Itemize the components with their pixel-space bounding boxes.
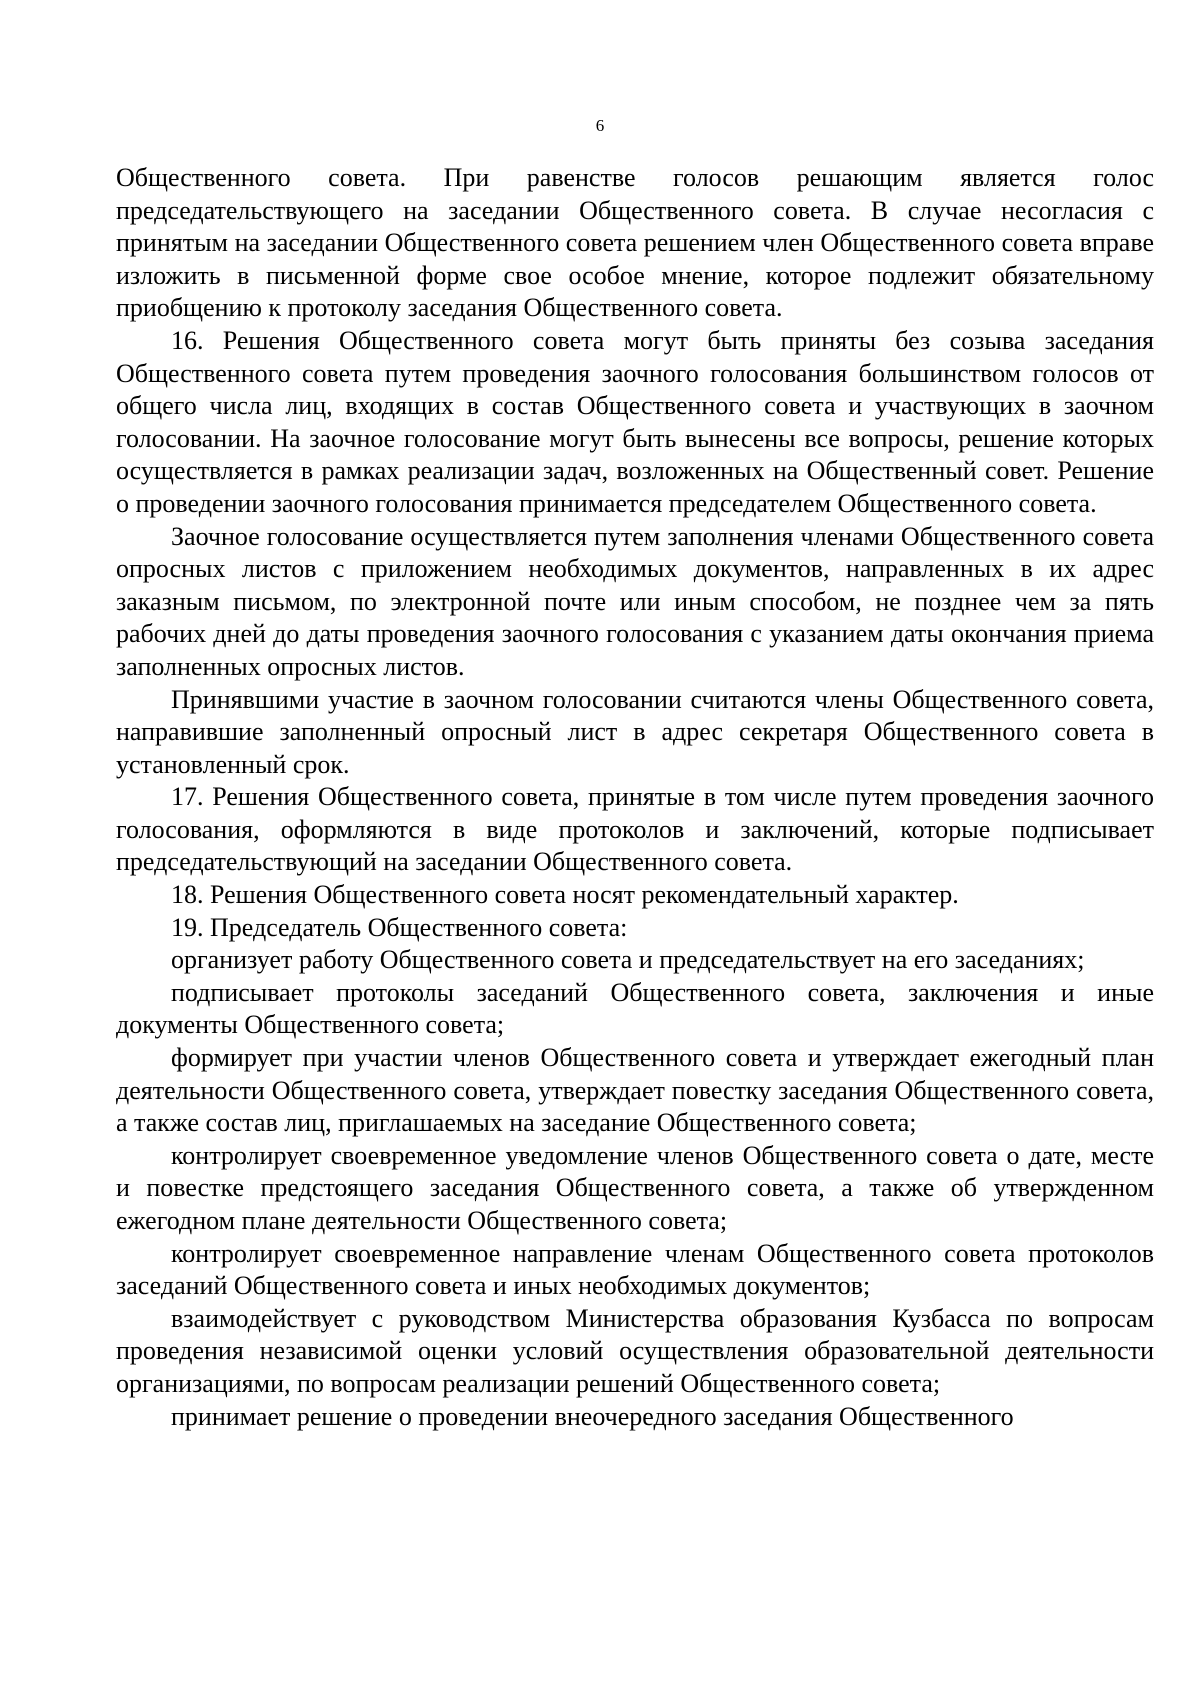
paragraph-continuation: Общественного совета. При равенстве голосов решающим является голос председательствующего на заседании Общественного совета. В случае несогласия с принятым на заседании Общественного совета решением член Общественного совета вправе изложить в письменной форме свое особое мнение, которое подлежит обязательному приобщению к протоколу заседания Общественного совета. (116, 163, 1154, 323)
chairman-duty-controls-notification: контролирует своевременное уведомление членов Общественного совета о дате, месте и повестке предстоящего заседания Общественного совета, а также об утвержденном ежегодном плане деятельности Общественного совета; (116, 1140, 1154, 1235)
chairman-duty-signs: подписывает протоколы заседаний Общественного совета, заключения и иные документы Общественного совета; (116, 977, 1154, 1040)
paragraph-item-19: 19. Председатель Общественного совета: (171, 912, 628, 942)
chairman-duty-forms-plan: формирует при участии членов Общественного совета и утверждает ежегодный план деятельности Общественного совета, утверждает повестку заседания Общественного совета, а также состав лиц, приглашаемых на заседание Общественного совета; (116, 1043, 1154, 1138)
chairman-duty-controls-sending: контролирует своевременное направление членам Общественного совета протоколов заседаний Общественного совета и иных необходимых документов; (116, 1238, 1154, 1301)
chairman-duty-extraordinary-meeting: принимает решение о проведении внеочередного заседания Общественного (171, 1401, 1014, 1431)
chairman-duty-organizes: организует работу Общественного совета и председательствует на его заседаниях; (171, 945, 1085, 975)
chairman-duty-interacts: взаимодействует с руководством Министерства образования Кузбасса по вопросам проведения независимой оценки условий осуществления образовательной деятельности организациями, по вопросам реализации решений Общественного совета; (116, 1303, 1154, 1398)
paragraph-item-18: 18. Решения Общественного совета носят рекомендательный характер. (171, 880, 959, 910)
paragraph-voting-participants: Принявшими участие в заочном голосовании считаются члены Общественного совета, направившие заполненный опросный лист в адрес секретаря Общественного совета в установленный срок. (116, 684, 1154, 779)
paragraph-item-17: 17. Решения Общественного совета, принятые в том числе путем проведения заочного голосования, оформляются в виде протоколов и заключений, которые подписывает председательствующий на заседании Общественного совета. (116, 782, 1154, 877)
paragraph-item-16: 16. Решения Общественного совета могут быть приняты без созыва заседания Общественного совета путем проведения заочного голосования большинством голосов от общего числа лиц, входящих в состав Общественного совета и участвующих в заочном голосовании. На заочное голосование могут быть вынесены все вопросы, решение которых осуществляется в рамках реализации задач, возложенных на Общественный совет. Решение о проведении заочного голосования принимается председателем Общественного совета. (116, 325, 1154, 518)
document-body (116, 162, 1154, 1433)
page-number: 6 (595, 116, 605, 135)
paragraph-absentee-voting: Заочное голосование осуществляется путем заполнения членами Общественного совета опросных листов с приложением необходимых документов, направленных в их адрес заказным письмом, по электронной почте или иным способом, не позднее чем за пять рабочих дней до даты проведения заочного голосования с указанием даты окончания приема заполненных опросных листов. (116, 521, 1154, 681)
